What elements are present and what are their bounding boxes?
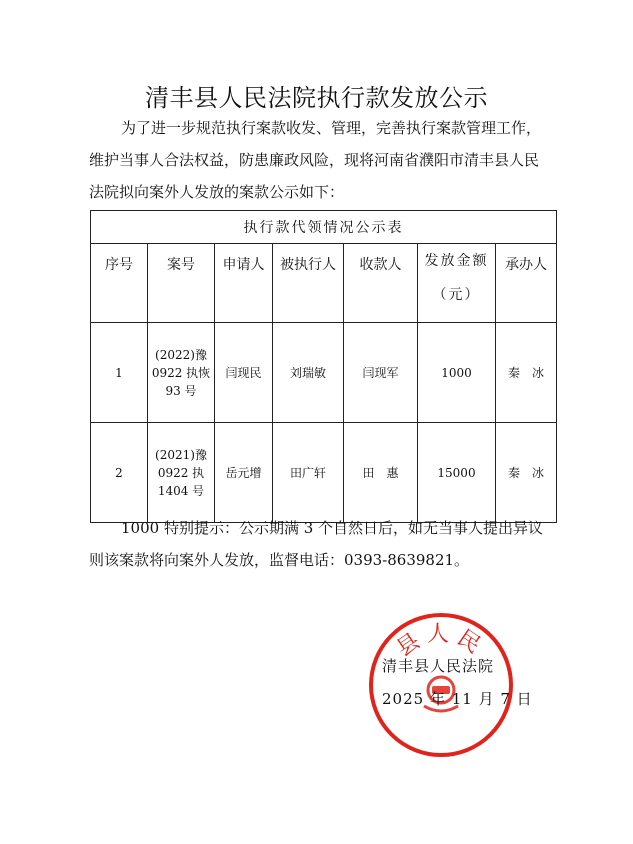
cell-handler: 秦 冰 — [496, 423, 557, 523]
intro-line-1: 为了进一步规范执行案款收发、管理，完善执行案款管理工作， — [121, 119, 542, 137]
header-payee: 收款人 — [344, 244, 418, 323]
cell-payee: 闫现军 — [344, 323, 418, 423]
header-handler: 承办人 — [496, 244, 557, 323]
seal-text: 县人民 — [392, 622, 490, 662]
table-row — [91, 323, 557, 423]
cell-amount: 15000 — [418, 423, 496, 523]
cell-seq: 1 — [91, 323, 148, 423]
cell-applicant: 闫现民 — [215, 323, 273, 423]
table-header-row — [91, 244, 557, 323]
case-no-part: 1404 号 — [157, 483, 205, 498]
cell-case-no — [148, 323, 215, 423]
notice-paragraph — [89, 512, 559, 576]
disbursement-table — [90, 210, 557, 523]
header-seq: 序号 — [91, 244, 148, 323]
intro-line-2: 维护当事人合法权益，防患廉政风险，现将河南省濮阳市清丰县人民 — [89, 151, 540, 169]
cell-handler: 秦 冰 — [496, 323, 557, 423]
cell-applicant: 岳元增 — [215, 423, 273, 523]
table-caption: 执行款代领情况公示表 — [91, 211, 557, 244]
case-no-part: 0922 执恢 — [151, 365, 211, 380]
header-amount-label: 发放金额 — [424, 253, 489, 269]
header-amount-unit: （元） — [432, 287, 481, 303]
cell-case-no — [148, 423, 215, 523]
cell-respondent: 刘瑞敏 — [273, 323, 344, 423]
cell-amount: 1000 — [418, 323, 496, 423]
case-no-part: 0922 执 — [157, 465, 205, 480]
document-title: 清丰县人民法院执行款发放公示 — [145, 84, 488, 112]
signature-court: 清丰县人民法院 — [382, 657, 495, 675]
intro-paragraph — [89, 112, 559, 208]
intro-line-3: 法院拟向案外人发放的案款公示如下： — [89, 183, 345, 201]
court-seal — [366, 610, 516, 760]
header-case-no: 案号 — [148, 244, 215, 323]
header-amount — [418, 244, 496, 323]
cell-seq: 2 — [91, 423, 148, 523]
table-row — [91, 423, 557, 523]
signature-date: 2025 年 11 月 7 日 — [382, 690, 533, 708]
header-applicant: 申请人 — [215, 244, 273, 323]
case-no-part: 93 号 — [165, 383, 197, 398]
case-no-part: (2021)豫 — [155, 447, 207, 462]
cell-payee: 田 惠 — [344, 423, 418, 523]
header-respondent: 被执行人 — [273, 244, 344, 323]
notice-line-1: 1000 特别提示：公示期满 3 个自然日后，如无当事人提出异议 — [121, 519, 544, 537]
case-no-part: (2022)豫 — [155, 347, 207, 362]
cell-respondent: 田广轩 — [273, 423, 344, 523]
notice-line-2: 则该案款将向案外人发放，监督电话：0393-8639821。 — [89, 551, 470, 569]
